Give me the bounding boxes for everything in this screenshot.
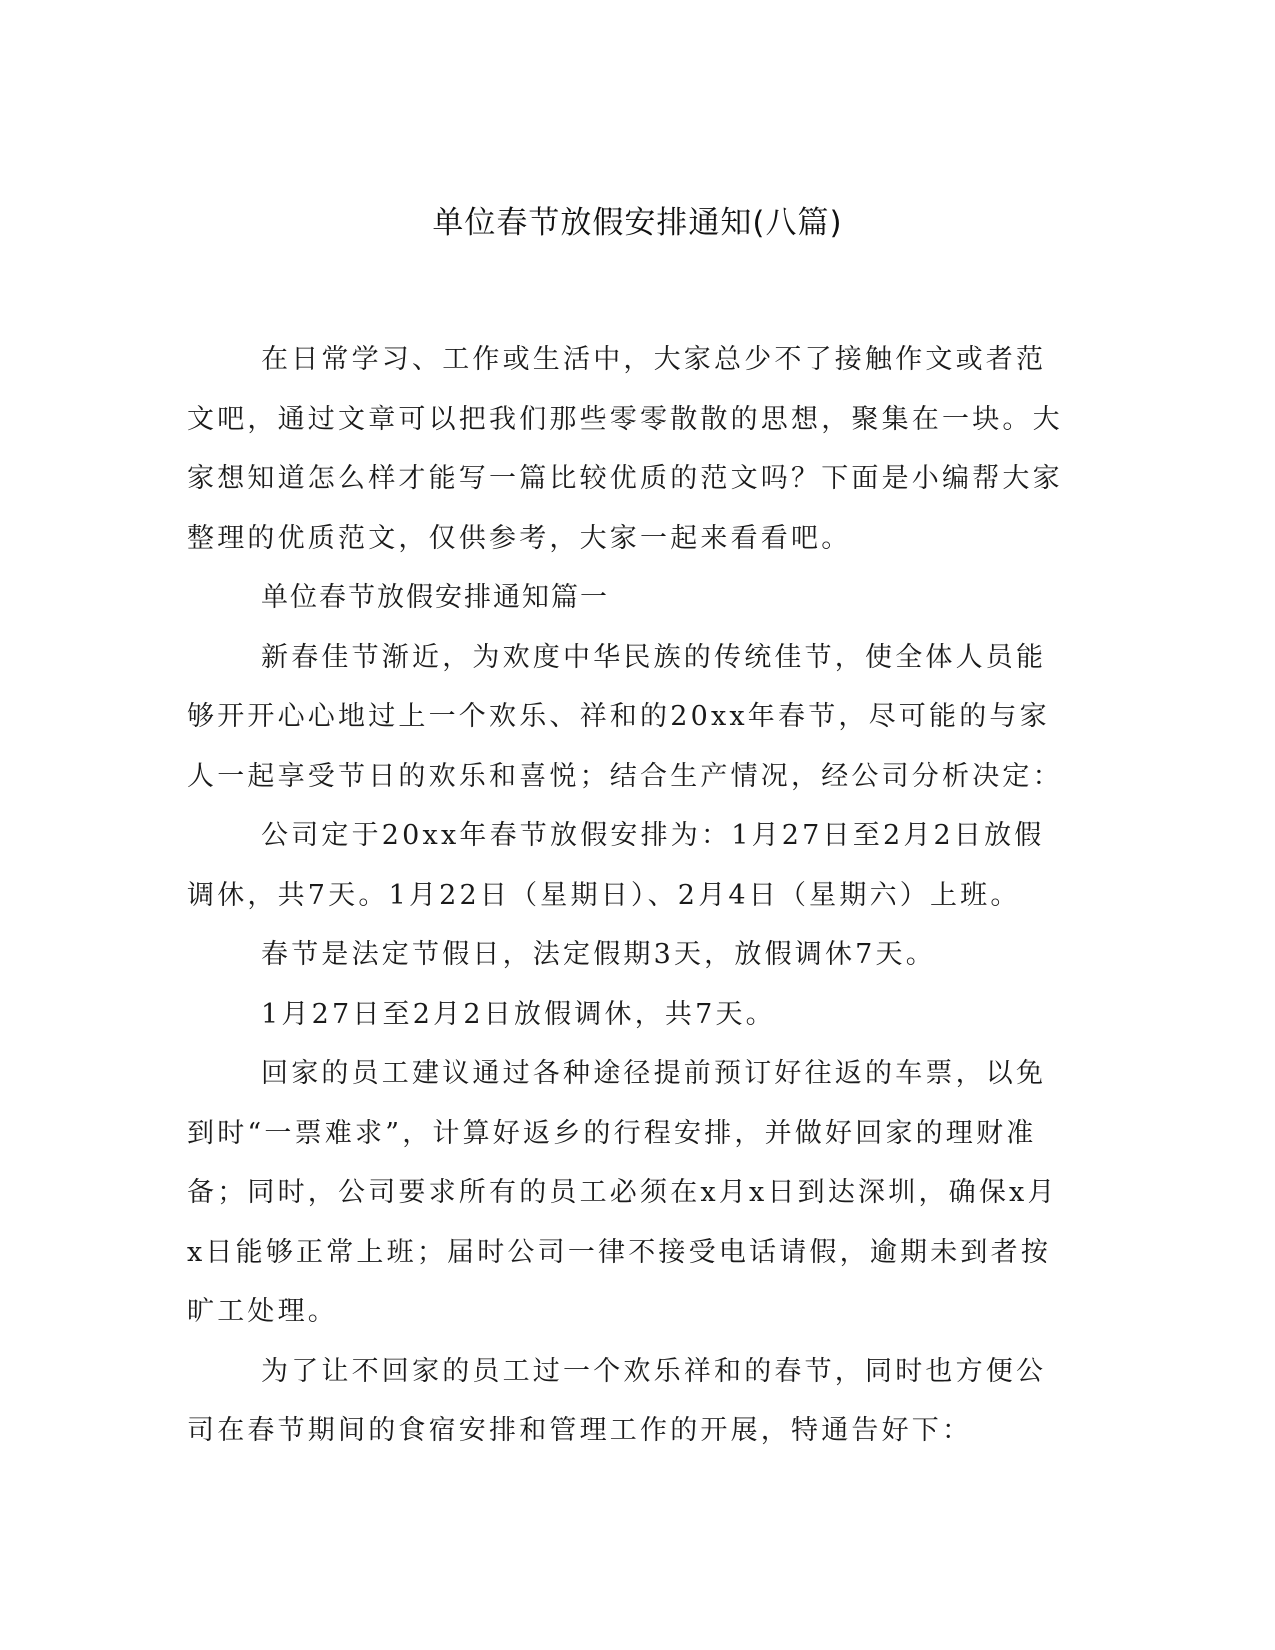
body-paragraph: 1月27日至2月2日放假调休，共7天。 (261, 998, 776, 1030)
intro-paragraph: 在日常学习、工作或生活中，大家总少不了接触作文或者范文吧，通过文章可以把我们那些零零散散的思想，聚集在一块。大家想知道怎么样才能写一篇比较优质的范文吗？下面是小编帮大家整理的优质范文，仅供参考，大家一起来看看吧。 (187, 344, 1063, 554)
body-paragraph: 为了让不回家的员工过一个欢乐祥和的春节，同时也方便公司在春节期间的食宿安排和管理工作的开展，特通告好下： (187, 1355, 1047, 1446)
document-title: 单位春节放假安排通知(八篇) (432, 205, 843, 241)
section-heading: 单位春节放假安排通知篇一 (261, 582, 609, 613)
body-paragraph: 公司定于20xx年春节放假安排为：1月27日至2月2日放假调休，共7天。1月22日（星期日）、2月4日（星期六）上班。 (187, 820, 1045, 911)
body-paragraph: 春节是法定节假日，法定假期3天，放假调休7天。 (261, 939, 936, 970)
body-paragraph: 新春佳节渐近，为欢度中华民族的传统佳节，使全体人员能够开开心心地过上一个欢乐、祥和的20xx年春节，尽可能的与家人一起享受节日的欢乐和喜悦；结合生产情况，经公司分析决定： (187, 641, 1063, 792)
body-paragraph: 回家的员工建议通过各种途径提前预订好往返的车票，以免到时“一票难求”，计算好返乡的行程安排，并做好回家的理财准备；同时，公司要求所有的员工必须在x月x日到达深圳，确保x月x日能够正常上班；届时公司一律不接受电话请假，逾期未到者按旷工处理。 (187, 1058, 1058, 1327)
document-body (187, 330, 1071, 1461)
